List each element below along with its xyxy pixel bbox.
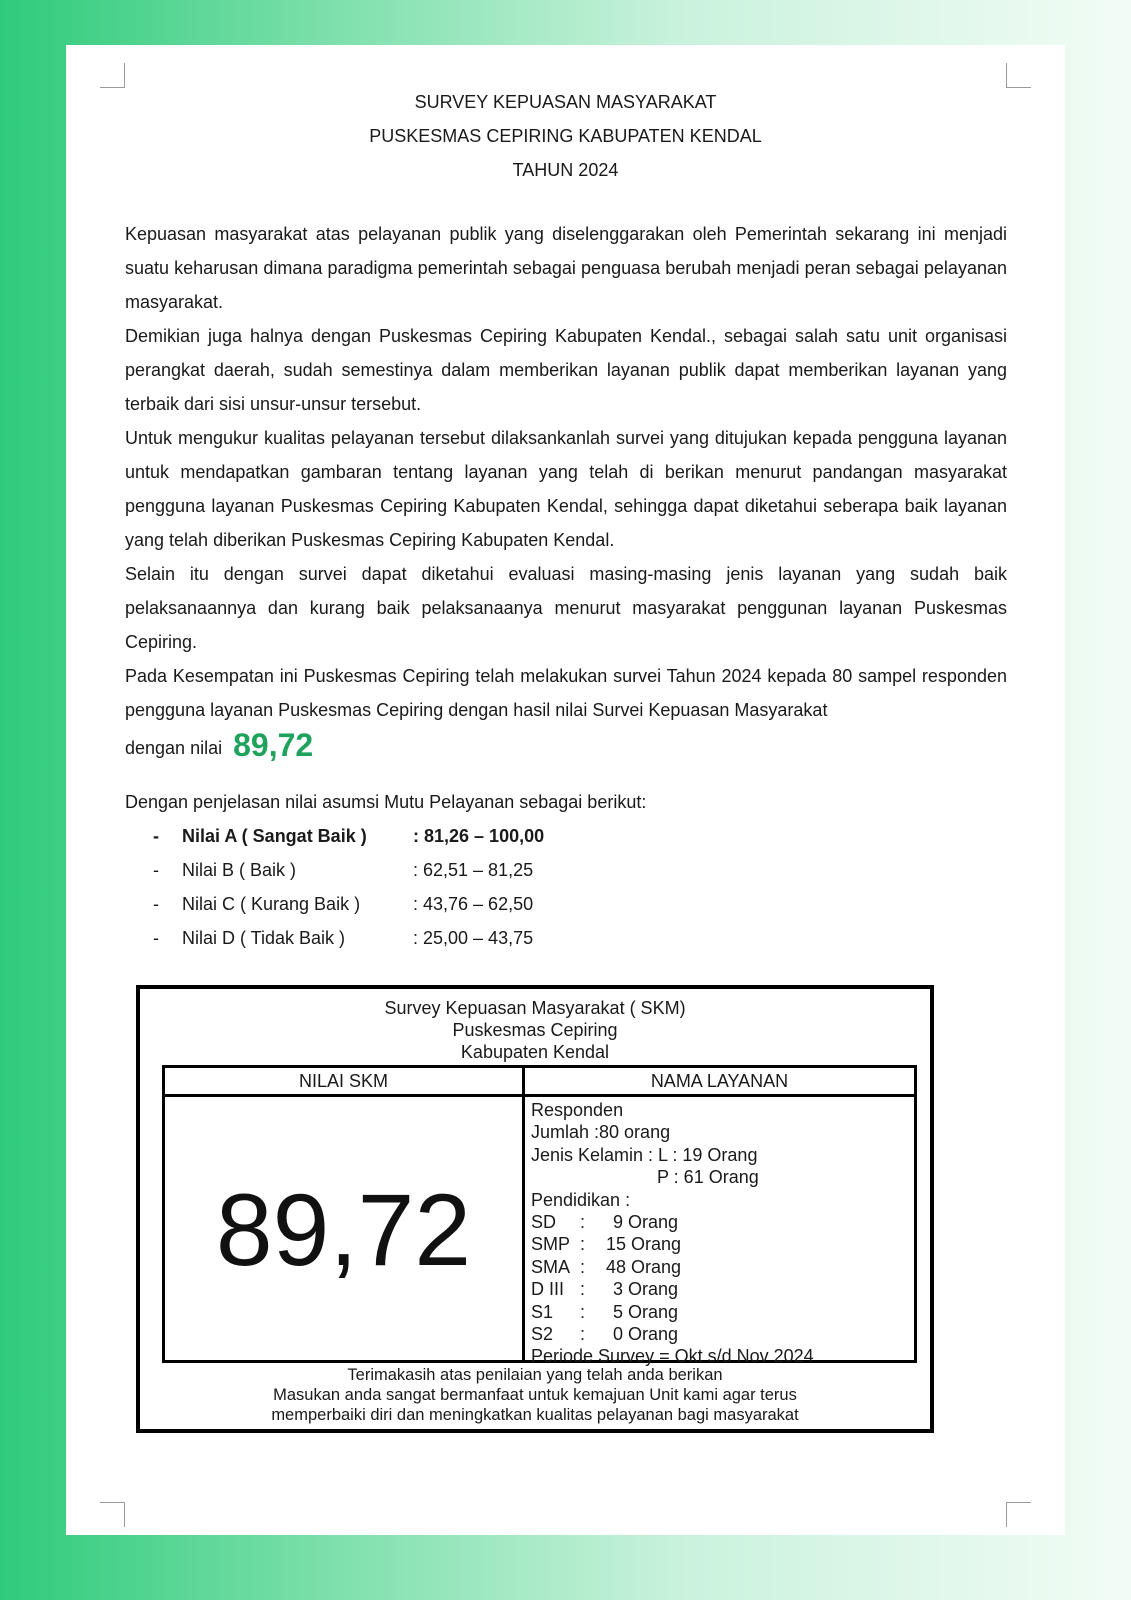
skm-title-line: Survey Kepuasan Masyarakat ( SKM) [384,998,686,1018]
education-level: S1 [531,1301,554,1322]
info-jenis-kelamin-p [531,1166,911,1188]
document-header [66,85,1065,187]
education-count: 3 Orang [613,1279,679,1300]
skm-title-line: Puskesmas Cepiring [452,1020,618,1040]
education-colon: : [580,1211,586,1232]
education-count: 15 Orang [606,1234,682,1255]
education-level: SMA [531,1256,571,1277]
paragraph: Selain itu dengan survei dapat diketahui evaluasi masing-masing jenis layanan yang sudah baik pelaksanaannya dan kurang baik pelaksanaanya menurut masyarakat penggunan layanan Puskesmas Cepiring. [125,564,1007,652]
education-row [531,1278,911,1300]
column-header-nilai-skm: NILAI SKM [298,1071,389,1091]
education-colon: : [580,1301,586,1322]
grade-label: Nilai B ( Baik ) [182,860,297,880]
info-periode: Periode Survey = Okt s/d Nov 2024 [531,1346,814,1367]
education-row [531,1233,911,1255]
column-header-nama-layanan: NAMA LAYANAN [650,1071,789,1091]
header-year: TAHUN 2024 [512,160,619,180]
grade-label: Nilai C ( Kurang Baik ) [182,894,361,914]
grade-label: Nilai D ( Tidak Baik ) [182,928,346,948]
grade-range: : 62,51 – 81,25 [413,860,534,880]
education-count: 0 Orang [613,1323,679,1344]
education-level: S2 [531,1323,554,1344]
skm-footer [140,1365,930,1425]
skm-title [140,997,930,1063]
skm-title-line: Kabupaten Kendal [460,1042,610,1062]
document-page [66,45,1065,1535]
education-row [531,1211,911,1233]
grade-range: : 25,00 – 43,75 [413,928,534,948]
header-institution: PUSKESMAS CEPIRING KABUPATEN KENDAL [369,126,762,146]
grade-list [125,785,1007,955]
education-row [531,1323,911,1345]
grades-intro: Dengan penjelasan nilai asumsi Mutu Pelayanan sebagai berikut: [125,792,647,812]
info-pendidikan: Pendidikan : [531,1189,631,1210]
info-jumlah: Jumlah :80 orang [531,1122,671,1143]
gender-male: Jenis Kelamin : L : 19 Orang [531,1144,758,1165]
gender-female: P : 61 Orang [657,1167,759,1188]
table-header-row [165,1068,914,1097]
score-prefix: dengan nilai [125,738,223,758]
education-colon: : [580,1323,586,1344]
info-jenis-kelamin [531,1144,911,1166]
bullet-dash: - [153,826,159,846]
grade-row-d [125,921,1007,955]
footer-line: memperbaiki diri dan meningkatkan kualitas pelayanan bagi masyarakat [271,1406,799,1424]
score-highlight: 89,72 [233,727,314,763]
crop-mark-bottom-right [1006,1502,1031,1527]
education-level: SD [531,1211,557,1232]
grade-row-c [125,887,1007,921]
education-level: D III [531,1279,565,1300]
skm-summary-box [136,985,934,1433]
grade-label: Nilai A ( Sangat Baik ) [182,826,367,846]
footer-line: Masukan anda sangat bermanfaat untuk kemajuan Unit kami agar terus [273,1386,797,1404]
info-responden: Responden [531,1100,624,1120]
skm-table [162,1065,917,1367]
education-level: SMP [531,1234,571,1255]
respondent-info [531,1099,911,1368]
bullet-dash: - [153,860,159,880]
education-colon: : [580,1256,586,1277]
education-colon: : [580,1279,586,1300]
paragraph: Pada Kesempatan ini Puskesmas Cepiring telah melakukan survei Tahun 2024 kepada 80 sampel responden pengguna layanan Puskesmas Cepiring dengan hasil nilai Survei Kepuasan Masyarakat [125,666,1007,720]
education-row [531,1301,911,1323]
education-count: 9 Orang [613,1211,679,1232]
bullet-dash: - [153,928,159,948]
crop-mark-bottom-left [100,1502,125,1527]
education-row [531,1256,911,1278]
grade-row-a [125,819,1007,853]
column-divider [522,1068,525,1360]
footer-line: Terimakasih atas penilaian yang telah anda berikan [347,1366,723,1384]
header-title: SURVEY KEPUASAN MASYARAKAT [414,92,717,112]
paragraph: Untuk mengukur kualitas pelayanan tersebut dilaksankanlah survei yang ditujukan kepada pengguna layanan untuk mendapatkan gambaran tentang layanan yang telah di berikan menurut pandangan masyarakat pengguna layanan Puskesmas Cepiring Kabupaten Kendal, sehingga dapat diketahui seberapa baik layanan yang telah diberikan Puskesmas Cepiring Kabupaten Kendal. [125,428,1007,550]
education-colon: : [580,1234,586,1255]
education-count: 5 Orang [613,1301,679,1322]
bullet-dash: - [153,894,159,914]
paragraph: Demikian juga halnya dengan Puskesmas Cepiring Kabupaten Kendal., sebagai salah satu unit organisasi perangkat daerah, sudah semestinya dalam memberikan layanan publik dapat memberikan layanan yang terbaik dari sisi unsur-unsur tersebut. [125,326,1007,414]
score-line [125,725,1007,768]
grade-range: : 43,76 – 62,50 [413,894,534,914]
grade-range: : 81,26 – 100,00 [413,826,545,846]
body-text [125,217,1007,768]
education-count: 48 Orang [606,1256,682,1277]
skm-big-score: 89,72 [215,1173,472,1287]
paragraph: Kepuasan masyarakat atas pelayanan publik yang diselenggarakan oleh Pemerintah sekarang ini menjadi suatu keharusan dimana paradigma pemerintah sebagai penguasa berubah menjadi peran sebagai pelayanan masyarakat. [125,224,1007,312]
grade-row-b [125,853,1007,887]
